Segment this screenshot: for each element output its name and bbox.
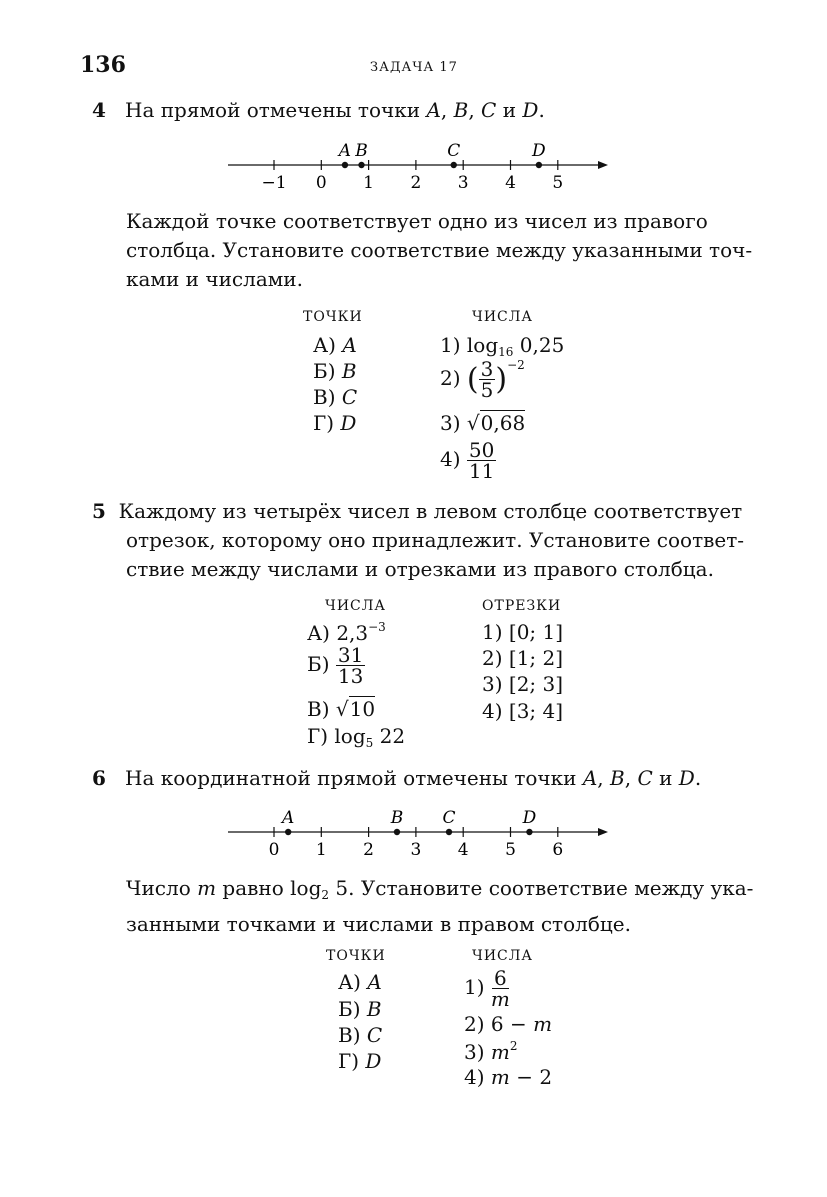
problem-6-prompt bbox=[92, 764, 701, 793]
option-right-4: 4) [3; 4] bbox=[482, 699, 564, 723]
option-left-b: Б) B bbox=[313, 359, 357, 383]
option-right-1: 1) $\log_{16} 0,25$ bbox=[440, 333, 565, 359]
tick-label: 3 bbox=[457, 173, 469, 193]
point-label: B bbox=[355, 141, 368, 161]
point-label: A bbox=[282, 808, 295, 828]
axis-arrow bbox=[598, 161, 608, 169]
axis-arrow bbox=[598, 828, 608, 836]
option-right-4: 4) $\frac{50}{11}$ bbox=[440, 438, 495, 483]
paragraph-line: Число m равно $\log_2 5$. Установите соответствие между ука- bbox=[126, 876, 754, 902]
option-left-d: Г) D bbox=[338, 1049, 382, 1073]
tick-label: 3 bbox=[410, 840, 422, 860]
paragraph-line: ками и числами. bbox=[126, 267, 303, 291]
column-header-right: ЧИСЛА bbox=[472, 948, 534, 964]
point-marker bbox=[536, 162, 542, 168]
tick-label: 0 bbox=[268, 840, 280, 860]
point-marker bbox=[285, 829, 291, 835]
problem-6-paragraph bbox=[126, 874, 776, 939]
point-label: B bbox=[610, 766, 625, 790]
option-right-3: 3) [2; 3] bbox=[482, 672, 564, 696]
point-label: D bbox=[532, 141, 546, 161]
option-left-a: А) A bbox=[313, 333, 357, 357]
column-header-left: ТОЧКИ bbox=[303, 309, 363, 325]
point-label: C bbox=[447, 141, 461, 161]
column-header-left: ЧИСЛА bbox=[325, 598, 387, 614]
point-label: C bbox=[637, 766, 653, 790]
point-label: A bbox=[582, 766, 598, 790]
paragraph-line: занными точками и числами в правом столбце. bbox=[126, 912, 631, 936]
column-header-right: ОТРЕЗКИ bbox=[482, 598, 562, 614]
tick-label: 2 bbox=[363, 840, 375, 860]
option-left-c: В) √10 bbox=[307, 697, 376, 721]
point-marker bbox=[342, 162, 348, 168]
prompt-text: , bbox=[440, 98, 454, 122]
tick-label: 2 bbox=[410, 173, 422, 193]
point-marker bbox=[446, 829, 452, 835]
option-left-d: Г) $\log_5 22$ bbox=[307, 724, 406, 750]
tick-label: 5 bbox=[552, 173, 564, 193]
problem-4-prompt bbox=[92, 96, 545, 125]
option-right-3: 3) $m^2$ bbox=[464, 1039, 518, 1064]
paragraph-line: Каждой точке соответствует одно из чисел из правого bbox=[126, 209, 708, 233]
tick-label: 1 bbox=[363, 173, 375, 193]
problem-4-paragraph bbox=[126, 207, 756, 294]
option-left-b: Б) B bbox=[338, 997, 382, 1021]
tick-label: 0 bbox=[315, 173, 327, 193]
option-left-c: В) C bbox=[313, 385, 358, 409]
prompt-text: , bbox=[468, 98, 482, 122]
option-right-2: 2) 6 − m bbox=[464, 1012, 553, 1036]
problem-number: 6 bbox=[92, 766, 106, 790]
point-label: C bbox=[481, 98, 497, 122]
point-marker bbox=[394, 829, 400, 835]
number-line-4 bbox=[220, 135, 620, 195]
prompt-text: На прямой отмечены точки bbox=[125, 98, 427, 122]
tick-label: 5 bbox=[505, 840, 516, 860]
problem-number: 5 bbox=[92, 499, 106, 523]
prompt-text: . bbox=[538, 98, 545, 122]
option-left-b: Б) $\frac{31}{13}$ bbox=[307, 643, 364, 688]
option-right-3: 3) √0,68 bbox=[440, 411, 526, 435]
option-right-2: 2) [1; 2] bbox=[482, 646, 564, 670]
point-label: B bbox=[453, 98, 469, 122]
problem-5-paragraph bbox=[92, 497, 772, 584]
option-right-1: 1) $\frac{6}{m}$ bbox=[464, 966, 510, 1011]
prompt-text: , bbox=[624, 766, 638, 790]
paragraph-line: ствие между числами и отрезками из правого столбца. bbox=[126, 557, 714, 581]
option-right-2: 2) ( $\frac{3}{5}$ )$^{-2}$ bbox=[440, 357, 525, 402]
column-header-left: ТОЧКИ bbox=[326, 948, 386, 964]
paragraph-line: столбца. Установите соответствие между указанными точ- bbox=[126, 238, 753, 262]
tick-label: 6 bbox=[552, 840, 564, 860]
tick-label: −1 bbox=[261, 173, 287, 193]
column-header-right: ЧИСЛА bbox=[472, 309, 534, 325]
prompt-text: , bbox=[597, 766, 611, 790]
point-label: A bbox=[338, 141, 352, 161]
prompt-text: и bbox=[652, 766, 679, 790]
option-left-a: А) A bbox=[338, 970, 382, 994]
option-left-d: Г) D bbox=[313, 411, 357, 435]
point-label: D bbox=[522, 98, 539, 122]
point-marker bbox=[451, 162, 457, 168]
point-label: B bbox=[390, 808, 404, 828]
point-label: A bbox=[426, 98, 441, 122]
paragraph-line: отрезок, которому оно принадлежит. Установите соответ- bbox=[126, 528, 745, 552]
point-label: D bbox=[678, 766, 695, 790]
point-marker bbox=[358, 162, 364, 168]
point-label: D bbox=[522, 808, 537, 828]
option-left-c: В) C bbox=[338, 1023, 383, 1047]
prompt-text: . bbox=[694, 766, 702, 790]
tick-label: 1 bbox=[315, 840, 327, 860]
point-marker bbox=[526, 829, 532, 835]
number-line-6 bbox=[220, 802, 620, 862]
paragraph-line: Каждому из четырёх чисел в левом столбце соответствует bbox=[118, 499, 743, 523]
problem-number: 4 bbox=[92, 98, 106, 122]
page-number: 136 bbox=[80, 52, 126, 78]
prompt-text: и bbox=[496, 98, 523, 122]
option-right-1: 1) [0; 1] bbox=[482, 620, 564, 644]
tick-label: 4 bbox=[505, 173, 516, 193]
option-left-a: А) $2,3^{-3}$ bbox=[307, 620, 386, 645]
option-right-4: 4) m − 2 bbox=[464, 1065, 553, 1089]
prompt-text: На координатной прямой отмечены точки bbox=[125, 766, 583, 790]
tick-label: 4 bbox=[457, 840, 469, 860]
point-label: C bbox=[442, 808, 456, 828]
running-header: ЗАДАЧА 17 bbox=[370, 60, 458, 75]
